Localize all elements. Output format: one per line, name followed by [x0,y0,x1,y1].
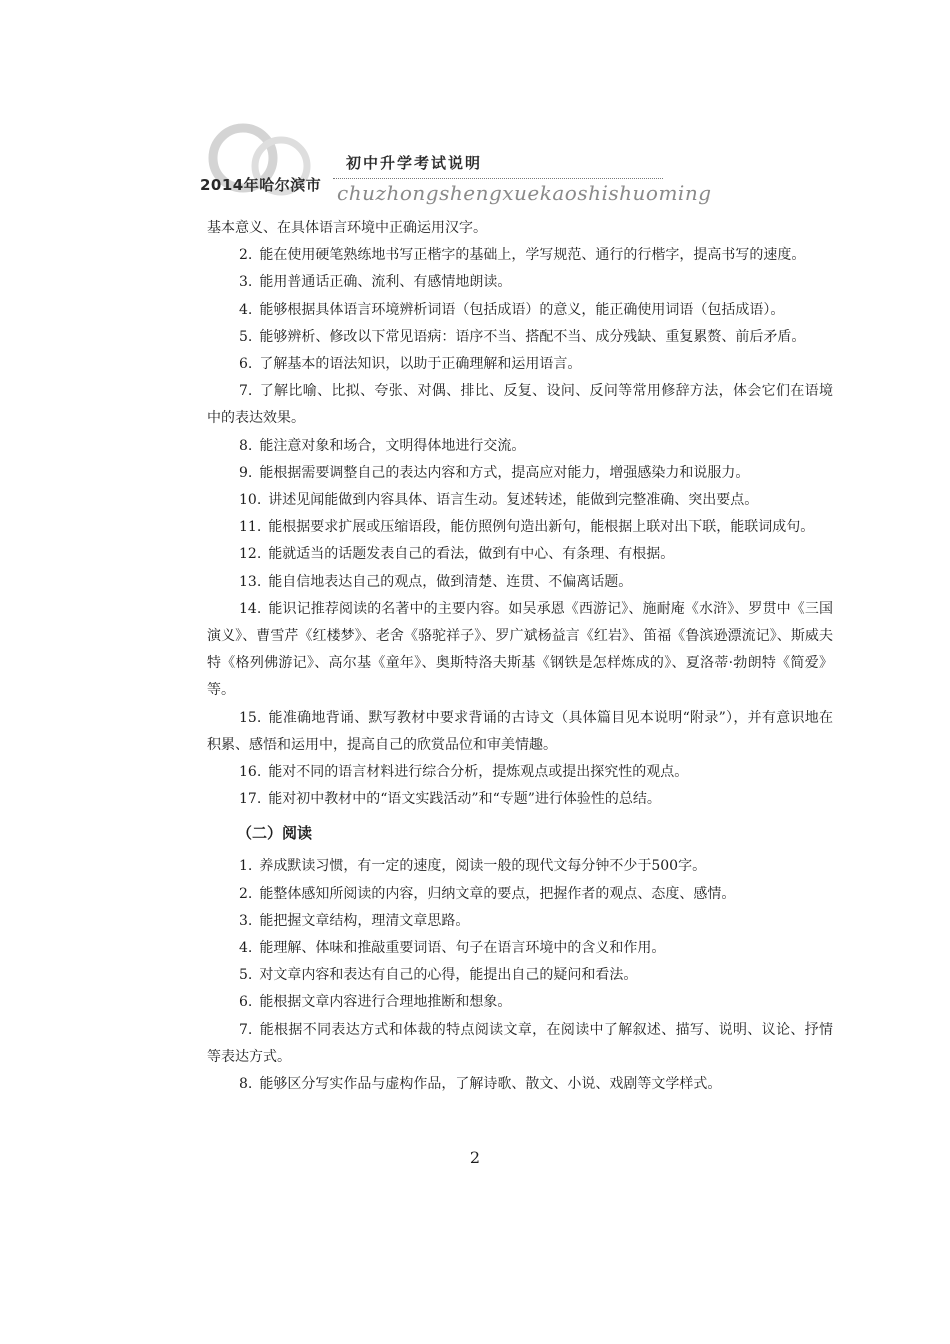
item-number: 14. [239,600,262,617]
list-item [207,569,833,596]
section-heading-reading: （二）阅读 [237,824,313,843]
item-text: 能够辨析、修改以下常见语病：语序不当、搭配不当、成分残缺、重复累赘、前后矛盾。 [259,328,806,345]
item-text: 能够区分写实作品与虚构作品，了解诗歌、散文、小说、戏剧等文学样式。 [259,1076,722,1093]
list-item [207,242,833,269]
list-item [207,514,833,541]
item-number: 6. [239,356,253,373]
item-text: 能对不同的语言材料进行综合分析，提炼观点或提出探究性的观点。 [268,764,689,781]
item-number: 7. [239,383,253,400]
expression-requirements-list [207,215,833,813]
list-item [207,596,833,705]
item-text: 能识记推荐阅读的名著中的主要内容。如吴承恩《西游记》、施耐庵《水浒》、罗贯中《三国演义》、曹雪芹《红楼梦》、老舍《骆驼祥子》、罗广斌杨益言《红岩》、笛福《鲁滨逊漂流记》、斯威夫特《格列佛游记》、高尔基《童年》、奥斯特洛夫斯基《钢铁是怎样炼成的》、夏洛蒂·勃朗特《简爱》等。 [207,600,833,699]
document-title-pinyin: chuzhongshengxuekaoshishuoming [337,181,712,205]
item-text: 了解基本的语法知识，以助于正确理解和运用语言。 [259,356,582,373]
item-number: 5. [239,967,253,984]
list-item [207,786,833,813]
item-text: 基本意义、在具体语言环境中正确运用汉字。 [207,220,487,236]
item-text: 能整体感知所阅读的内容，归纳文章的要点，把握作者的观点、态度、感情。 [259,885,736,902]
list-item [207,324,833,351]
item-text: 能理解、体味和推敲重要词语、句子在语言环境中的含义和作用。 [259,940,666,957]
item-text: 能在使用硬笔熟练地书写正楷字的基础上，学写规范、通行的行楷字，提高书写的速度。 [259,247,806,264]
item-number: 4. [239,301,253,318]
list-item [207,705,833,759]
item-text: 能把握文章结构，理清文章思路。 [259,912,470,929]
list-item [207,908,833,935]
item-number: 6. [239,994,253,1011]
item-number: 5. [239,328,253,345]
item-text: 能就适当的话题发表自己的看法，做到有中心、有条理、有根据。 [268,546,675,563]
item-number: 2. [239,247,253,264]
item-text: 讲述见闻能做到内容具体、语言生动。复述转述，能做到完整准确、突出要点。 [268,492,759,509]
list-item [207,962,833,989]
item-number: 8. [239,1076,253,1093]
item-number: 15. [239,709,262,726]
item-text: 能自信地表达自己的观点，做到清楚、连贯、不偏离话题。 [268,573,633,590]
list-item [207,989,833,1016]
item-number: 16. [239,764,262,781]
item-number: 10. [239,492,262,509]
list-item [207,759,833,786]
item-number: 2. [239,885,253,902]
page-number: 2 [469,1148,481,1167]
list-item [207,853,833,880]
item-number: 3. [239,274,253,291]
list-item [207,269,833,296]
reading-requirements-list [207,853,833,1098]
list-item [207,460,833,487]
list-item [207,433,833,460]
item-text: 了解比喻、比拟、夸张、对偶、排比、反复、设问、反问等常用修辞方法，体会它们在语境中的表达效果。 [207,383,833,427]
item-number: 8. [239,437,253,454]
list-item [207,297,833,324]
list-item [207,378,833,432]
list-item [207,1071,833,1098]
item-text: 能根据文章内容进行合理地推断和想象。 [259,994,512,1011]
item-number: 11. [239,519,262,536]
list-item [207,541,833,568]
list-item [207,935,833,962]
item-text: 能对初中教材中的“语文实践活动”和“专题”进行体验性的总结。 [268,791,661,808]
item-text: 能注意对象和场合，文明得体地进行交流。 [259,437,526,454]
item-number: 12. [239,546,262,563]
body-content [207,215,833,1098]
document-title: 初中升学考试说明 [346,154,483,172]
page-header [0,0,950,215]
list-item [207,487,833,514]
item-number: 17. [239,791,262,808]
list-item [207,1017,833,1071]
item-text: 养成默读习惯，有一定的速度，阅读一般的现代文每分钟不少于500字。 [259,858,707,875]
item-text: 能根据不同表达方式和体裁的特点阅读文章，在阅读中了解叙述、描写、说明、议论、抒情等表达方式。 [207,1021,833,1065]
item-text: 能够根据具体语言环境辨析词语（包括成语）的意义，能正确使用词语（包括成语）。 [259,301,785,318]
item-number: 1. [239,858,253,875]
item-text: 能用普通话正确、流利、有感情地朗读。 [259,274,512,291]
item-number: 13. [239,573,262,590]
list-item [207,881,833,908]
header-divider [333,178,663,179]
list-item [207,351,833,378]
item-text: 能根据要求扩展或压缩语段，能仿照例句造出新句，能根据上联对出下联，能联词成句。 [268,519,815,536]
item-text: 能准确地背诵、默写教材中要求背诵的古诗文（具体篇目见本说明“附录”），并有意识地在积累、感悟和运用中，提高自己的欣赏品位和审美情趣。 [207,709,833,753]
item-number: 3. [239,912,253,929]
item-number: 7. [239,1021,253,1038]
city-year-label: 2014年哈尔滨市 [200,176,322,194]
list-item [207,215,833,242]
item-number: 9. [239,464,253,481]
item-text: 对文章内容和表达有自己的心得，能提出自己的疑问和看法。 [259,967,638,984]
item-number: 4. [239,940,253,957]
item-text: 能根据需要调整自己的表达内容和方式，提高应对能力，增强感染力和说服力。 [259,464,750,481]
